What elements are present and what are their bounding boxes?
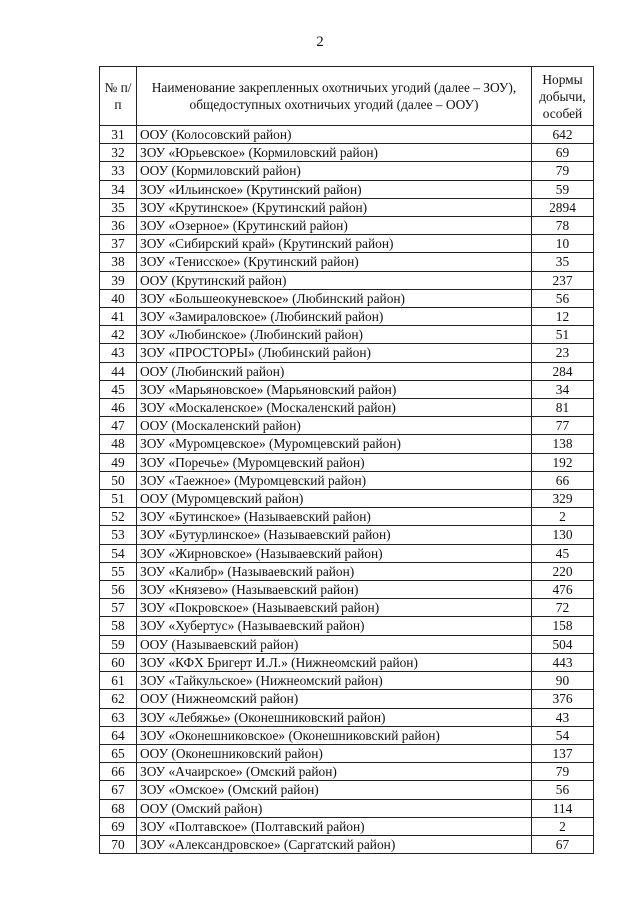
row-number: 32 <box>100 144 137 162</box>
row-quota: 130 <box>532 526 594 544</box>
row-number: 68 <box>100 799 137 817</box>
table-body <box>100 126 594 854</box>
header-number: № п/п <box>100 67 137 126</box>
row-number: 57 <box>100 599 137 617</box>
row-ground-name: ЗОУ «ПРОСТОРЫ» (Любинский район) <box>137 344 532 362</box>
row-quota: 2 <box>532 508 594 526</box>
row-ground-name: ЗОУ «Бутурлинское» (Называевский район) <box>137 526 532 544</box>
table-row <box>100 490 594 508</box>
row-number: 59 <box>100 635 137 653</box>
row-number: 56 <box>100 581 137 599</box>
row-ground-name: ЗОУ «Замираловское» (Любинский район) <box>137 308 532 326</box>
row-number: 63 <box>100 708 137 726</box>
row-number: 61 <box>100 672 137 690</box>
table-row <box>100 799 594 817</box>
table-row <box>100 144 594 162</box>
table-row <box>100 235 594 253</box>
row-quota: 12 <box>532 308 594 326</box>
row-number: 42 <box>100 326 137 344</box>
header-name: Наименование закрепленных охотничьих угодий (далее – ЗОУ), общедоступных охотничьих угодий (далее – ООУ) <box>137 67 532 126</box>
row-quota: 2894 <box>532 198 594 216</box>
row-quota: 237 <box>532 271 594 289</box>
row-quota: 504 <box>532 635 594 653</box>
row-quota: 2 <box>532 817 594 835</box>
table-row <box>100 726 594 744</box>
row-number: 50 <box>100 471 137 489</box>
row-quota: 114 <box>532 799 594 817</box>
table-header <box>100 67 594 126</box>
table-row <box>100 581 594 599</box>
table-row <box>100 162 594 180</box>
row-quota: 45 <box>532 544 594 562</box>
row-ground-name: ЗОУ «Любинское» (Любинский район) <box>137 326 532 344</box>
row-ground-name: ООУ (Называевский район) <box>137 635 532 653</box>
row-ground-name: ЗОУ «Александровское» (Саргатский район) <box>137 835 532 853</box>
table-row <box>100 217 594 235</box>
table-row <box>100 817 594 835</box>
row-quota: 81 <box>532 399 594 417</box>
row-quota: 220 <box>532 562 594 580</box>
row-quota: 56 <box>532 781 594 799</box>
row-number: 55 <box>100 562 137 580</box>
table-row <box>100 599 594 617</box>
row-quota: 34 <box>532 380 594 398</box>
table-row <box>100 690 594 708</box>
row-number: 34 <box>100 180 137 198</box>
row-ground-name: ЗОУ «Ильинское» (Крутинский район) <box>137 180 532 198</box>
row-quota: 90 <box>532 672 594 690</box>
row-ground-name: ЗОУ «Муромцевское» (Муромцевский район) <box>137 435 532 453</box>
table-row <box>100 635 594 653</box>
row-number: 43 <box>100 344 137 362</box>
row-quota: 10 <box>532 235 594 253</box>
row-number: 65 <box>100 744 137 762</box>
row-quota: 376 <box>532 690 594 708</box>
row-number: 53 <box>100 526 137 544</box>
row-ground-name: ЗОУ «Озерное» (Крутинский район) <box>137 217 532 235</box>
table-row <box>100 435 594 453</box>
row-ground-name: ЗОУ «Юрьевское» (Кормиловский район) <box>137 144 532 162</box>
row-ground-name: ООУ (Оконешниковский район) <box>137 744 532 762</box>
row-ground-name: ЗОУ «Тенисское» (Крутинский район) <box>137 253 532 271</box>
row-ground-name: ЗОУ «КФХ Бригерт И.Л.» (Нижнеомский район) <box>137 653 532 671</box>
row-number: 70 <box>100 835 137 853</box>
row-ground-name: ЗОУ «Ачаирское» (Омский район) <box>137 763 532 781</box>
row-quota: 43 <box>532 708 594 726</box>
row-ground-name: ЗОУ «Поречье» (Муромцевский район) <box>137 453 532 471</box>
table-row <box>100 308 594 326</box>
table-row <box>100 781 594 799</box>
row-number: 64 <box>100 726 137 744</box>
table-row <box>100 508 594 526</box>
row-number: 39 <box>100 271 137 289</box>
table-row <box>100 453 594 471</box>
table-row <box>100 417 594 435</box>
row-ground-name: ЗОУ «Таежное» (Муромцевский район) <box>137 471 532 489</box>
row-number: 60 <box>100 653 137 671</box>
row-number: 45 <box>100 380 137 398</box>
row-number: 51 <box>100 490 137 508</box>
table-row <box>100 526 594 544</box>
row-ground-name: ООУ (Крутинский район) <box>137 271 532 289</box>
row-number: 62 <box>100 690 137 708</box>
row-number: 37 <box>100 235 137 253</box>
table-row <box>100 835 594 853</box>
row-quota: 137 <box>532 744 594 762</box>
table-row <box>100 380 594 398</box>
row-number: 58 <box>100 617 137 635</box>
row-ground-name: ООУ (Нижнеомский район) <box>137 690 532 708</box>
row-ground-name: ООУ (Колосовский район) <box>137 126 532 144</box>
table-row <box>100 708 594 726</box>
table-row <box>100 399 594 417</box>
table-row <box>100 289 594 307</box>
row-number: 54 <box>100 544 137 562</box>
row-number: 66 <box>100 763 137 781</box>
header-norm: Нормы добычи, особей <box>532 67 594 126</box>
table-row <box>100 271 594 289</box>
row-ground-name: ЗОУ «Крутинское» (Крутинский район) <box>137 198 532 216</box>
row-ground-name: ЗОУ «Большеокуневское» (Любинский район) <box>137 289 532 307</box>
row-ground-name: ЗОУ «Москаленское» (Москаленский район) <box>137 399 532 417</box>
row-quota: 476 <box>532 581 594 599</box>
header-row <box>100 67 594 126</box>
row-quota: 443 <box>532 653 594 671</box>
table-row <box>100 744 594 762</box>
row-number: 38 <box>100 253 137 271</box>
row-number: 47 <box>100 417 137 435</box>
row-ground-name: ООУ (Кормиловский район) <box>137 162 532 180</box>
row-quota: 192 <box>532 453 594 471</box>
row-quota: 69 <box>532 144 594 162</box>
table-row <box>100 617 594 635</box>
row-number: 31 <box>100 126 137 144</box>
table-row <box>100 362 594 380</box>
row-number: 48 <box>100 435 137 453</box>
row-ground-name: ЗОУ «Калибр» (Называевский район) <box>137 562 532 580</box>
row-quota: 79 <box>532 763 594 781</box>
row-ground-name: ЗОУ «Лебяжье» (Оконешниковский район) <box>137 708 532 726</box>
table-row <box>100 253 594 271</box>
row-quota: 79 <box>532 162 594 180</box>
row-number: 69 <box>100 817 137 835</box>
row-number: 44 <box>100 362 137 380</box>
row-quota: 642 <box>532 126 594 144</box>
row-quota: 23 <box>532 344 594 362</box>
row-ground-name: ЗОУ «Князево» (Называевский район) <box>137 581 532 599</box>
row-number: 41 <box>100 308 137 326</box>
hunting-quota-table <box>99 66 594 854</box>
row-number: 49 <box>100 453 137 471</box>
row-number: 35 <box>100 198 137 216</box>
table-row <box>100 180 594 198</box>
table-row <box>100 198 594 216</box>
table-row <box>100 344 594 362</box>
row-quota: 138 <box>532 435 594 453</box>
table-row <box>100 672 594 690</box>
row-quota: 78 <box>532 217 594 235</box>
row-number: 67 <box>100 781 137 799</box>
row-ground-name: ЗОУ «Омское» (Омский район) <box>137 781 532 799</box>
row-ground-name: ЗОУ «Оконешниковское» (Оконешниковский район) <box>137 726 532 744</box>
table-row <box>100 562 594 580</box>
row-ground-name: ЗОУ «Покровское» (Называевский район) <box>137 599 532 617</box>
row-ground-name: ЗОУ «Марьяновское» (Марьяновский район) <box>137 380 532 398</box>
row-quota: 329 <box>532 490 594 508</box>
table-row <box>100 126 594 144</box>
row-quota: 54 <box>532 726 594 744</box>
table-row <box>100 471 594 489</box>
row-ground-name: ООУ (Муромцевский район) <box>137 490 532 508</box>
row-ground-name: ЗОУ «Тайкульское» (Нижнеомский район) <box>137 672 532 690</box>
row-ground-name: ООУ (Москаленский район) <box>137 417 532 435</box>
row-quota: 51 <box>532 326 594 344</box>
row-number: 46 <box>100 399 137 417</box>
row-ground-name: ЗОУ «Хубертус» (Называевский район) <box>137 617 532 635</box>
row-number: 52 <box>100 508 137 526</box>
row-ground-name: ООУ (Любинский район) <box>137 362 532 380</box>
row-ground-name: ЗОУ «Бутинское» (Называевский район) <box>137 508 532 526</box>
row-quota: 35 <box>532 253 594 271</box>
row-quota: 66 <box>532 471 594 489</box>
row-quota: 56 <box>532 289 594 307</box>
row-ground-name: ЗОУ «Жирновское» (Называевский район) <box>137 544 532 562</box>
table-row <box>100 763 594 781</box>
row-quota: 158 <box>532 617 594 635</box>
row-quota: 284 <box>532 362 594 380</box>
row-number: 40 <box>100 289 137 307</box>
row-number: 36 <box>100 217 137 235</box>
row-quota: 77 <box>532 417 594 435</box>
row-ground-name: ЗОУ «Полтавское» (Полтавский район) <box>137 817 532 835</box>
row-quota: 59 <box>532 180 594 198</box>
page-number: 2 <box>316 34 324 50</box>
table-row <box>100 544 594 562</box>
row-ground-name: ООУ (Омский район) <box>137 799 532 817</box>
table-row <box>100 326 594 344</box>
row-ground-name: ЗОУ «Сибирский край» (Крутинский район) <box>137 235 532 253</box>
row-number: 33 <box>100 162 137 180</box>
row-quota: 67 <box>532 835 594 853</box>
row-quota: 72 <box>532 599 594 617</box>
table-row <box>100 653 594 671</box>
